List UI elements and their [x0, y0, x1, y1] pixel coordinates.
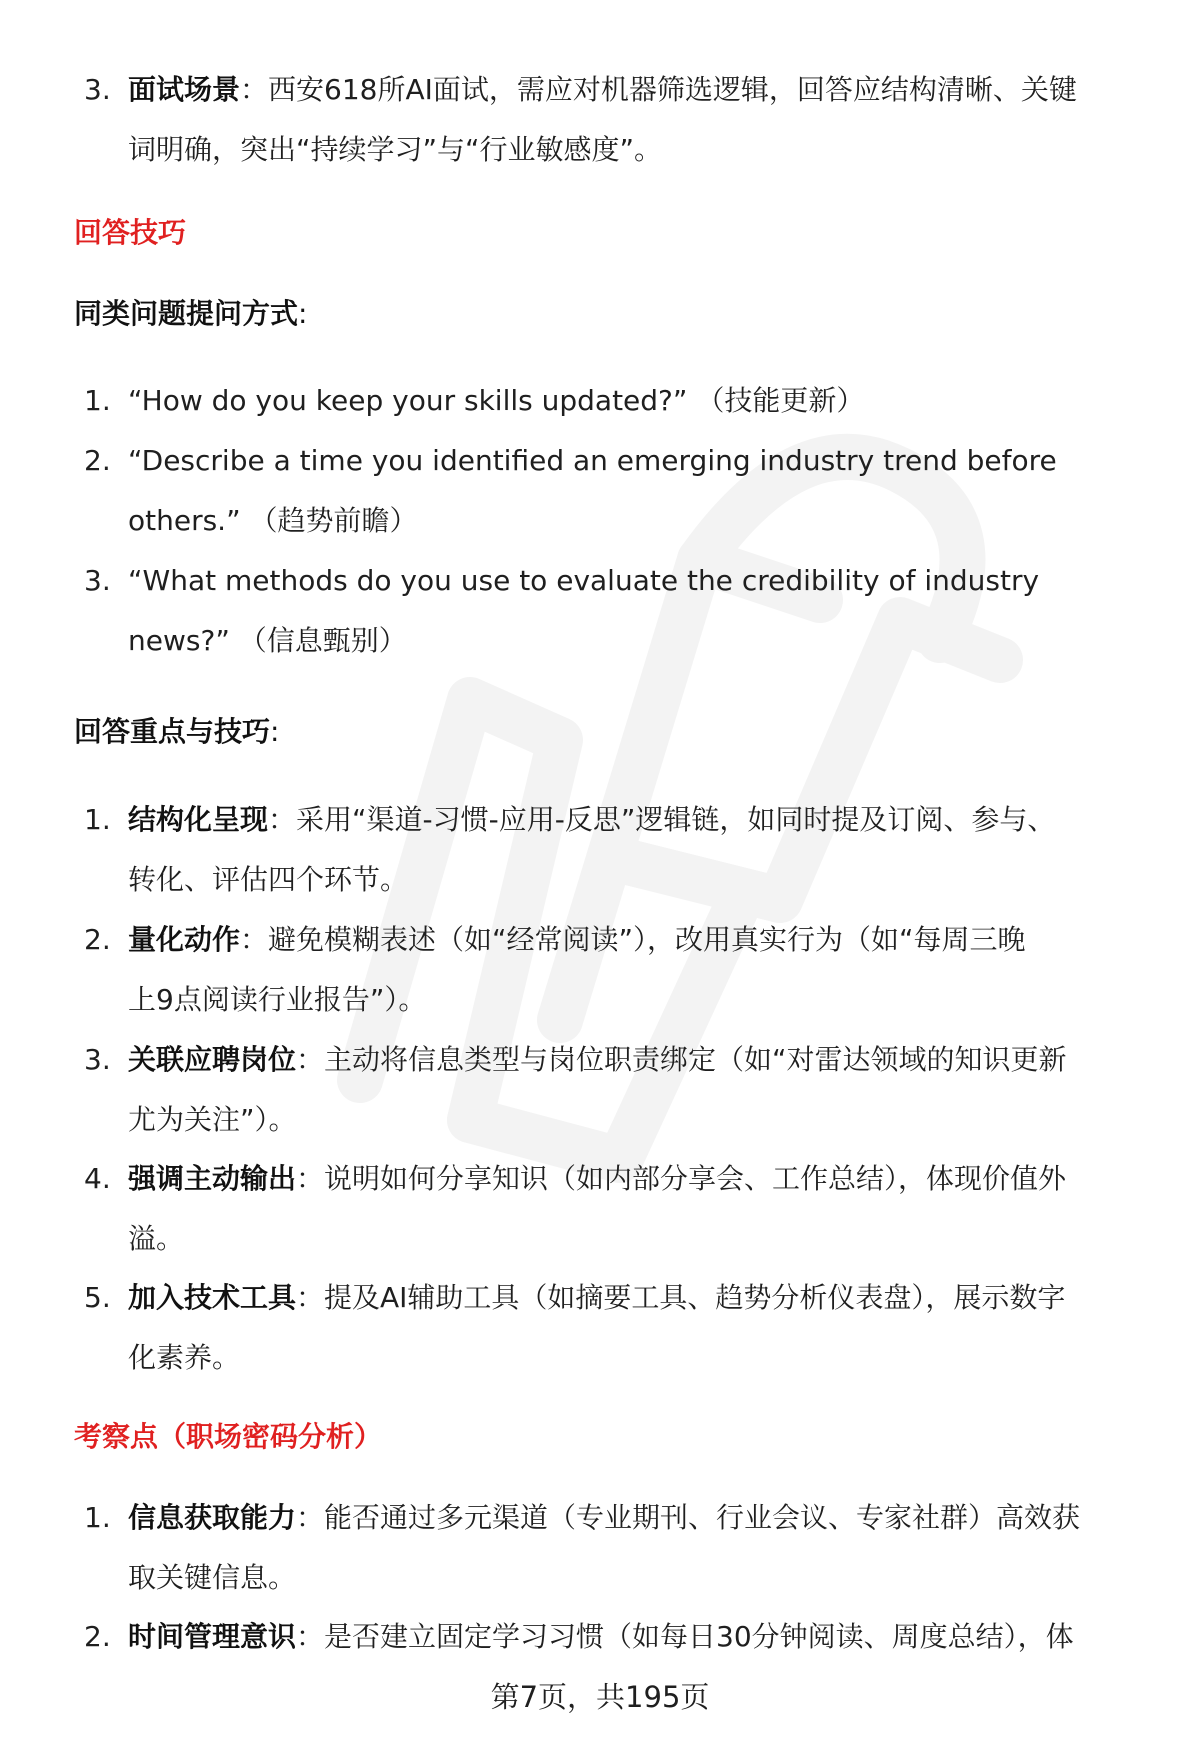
question-text: “What methods do you use to evaluate the credibility of industry [128, 564, 1040, 597]
question-text: “Describe a time you identified an emerging industry trend before [128, 444, 1057, 477]
item-term: 时间管理意识 [128, 1620, 297, 1653]
item-text: ：西安618所AI面试，需应对机器筛选逻辑，回答应结构清晰、关键 [240, 73, 1077, 106]
item-term: 强调主动输出 [128, 1162, 297, 1195]
item-term: 面试场景 [128, 73, 241, 106]
page-number: 第7页，共195页 [490, 1680, 710, 1714]
subheading-key-points: 回答重点与技巧: [74, 715, 280, 748]
section-title-assessment-points: 考察点（职场密码分析） [74, 1420, 383, 1453]
section-title-answer-tips: 回答技巧 [74, 216, 187, 249]
question-text: “How do you keep your skills updated?” （技能更新） [128, 384, 865, 417]
item-term: 信息获取能力 [128, 1501, 297, 1534]
item-text-continued: 词明确，突出“持续学习”与“行业敏感度”。 [128, 133, 663, 166]
list-number: 3. [84, 73, 111, 106]
question-text-continued: others.” （趋势前瞻） [128, 504, 418, 537]
item-term: 加入技术工具 [128, 1281, 297, 1314]
item-term: 关联应聘岗位 [128, 1043, 297, 1076]
subheading-similar-questions: 同类问题提问方式: [74, 297, 308, 330]
question-text-continued: news?” （信息甄别） [128, 624, 407, 657]
item-term: 量化动作 [128, 923, 241, 956]
item-term: 结构化呈现 [128, 803, 269, 836]
